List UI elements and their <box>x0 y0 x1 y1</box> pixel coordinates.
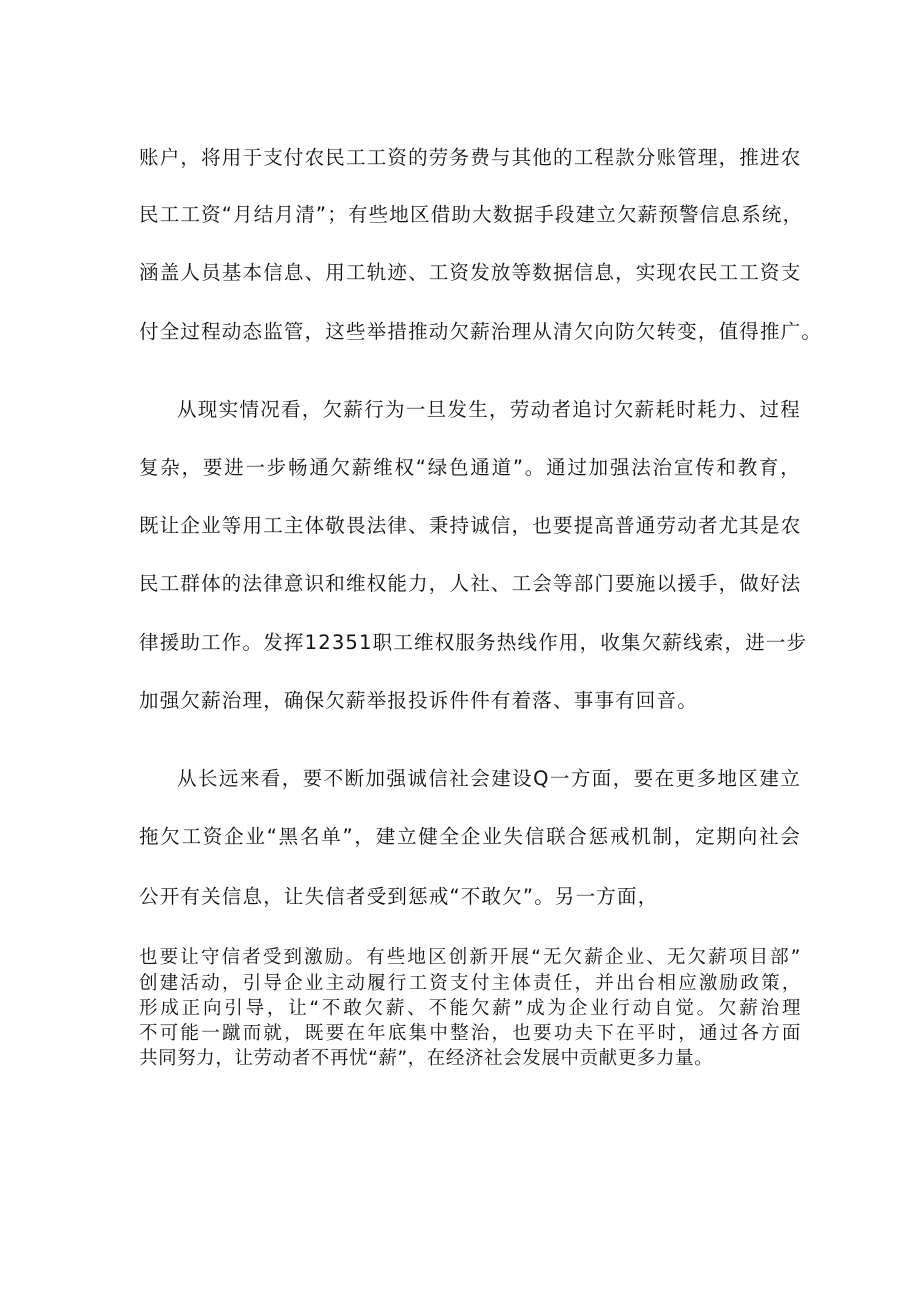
paragraph-4-line-5: 共同努力，让劳动者不再忧“薪”，在经济社会发展中贡献更多力量。 <box>139 1048 714 1069</box>
paragraph-1-line-2: 民工工资“月结月清”；有些地区借助大数据手段建立欠薪预警信息系统， <box>139 203 804 226</box>
paragraph-2-line-3: 既让企业等用工主体敬畏法律、秉持诚信，也要提高普通劳动者尤其是农 <box>139 514 802 537</box>
paragraph-2-line-4: 民工群体的法律意识和维权能力，人社、工会等部门要施以援手，做好法 <box>139 572 802 595</box>
paragraph-4-line-1: 也要让守信者受到激励。有些地区创新开展“无欠薪企业、无欠薪项目部” <box>139 947 801 968</box>
paragraph-2-line-1: 从现实情况看，欠薪行为一旦发生，劳动者追讨欠薪耗时耗力、过程 <box>177 398 801 421</box>
paragraph-1-line-1: 账户，将用于支付农民工工资的劳务费与其他的工程款分账管理，推进农 <box>139 146 802 169</box>
paragraph-3-line-3: 公开有关信息，让失信者受到惩戒“不敢欠”。另一方面， <box>139 885 659 908</box>
paragraph-4-line-2: 创建活动，引导企业主动履行工资支付主体责任，并出台相应激励政策， <box>139 973 801 994</box>
paragraph-2-line-6: 加强欠薪治理，确保欠薪举报投诉件件有着落、事事有回音。 <box>139 689 698 712</box>
paragraph-4-line-4: 不可能一蹴而就，既要在年底集中整治，也要功夫下在平时，通过各方面 <box>139 1023 801 1044</box>
paragraph-2-line-5: 律援助工作。发挥12351职工维权服务热线作用，收集欠薪线索，进一步 <box>139 631 808 654</box>
paragraph-3-line-1: 从长远来看，要不断加强诚信社会建设Q一方面，要在更多地区建立 <box>177 767 801 790</box>
paragraph-2-line-2: 复杂，要进一步畅通欠薪维权“绿色通道”。通过加强法治宣传和教育， <box>139 456 801 479</box>
paragraph-4-line-3: 形成正向引导，让“不敢欠薪、不能欠薪”成为企业行动自觉。欠薪治理 <box>139 998 801 1019</box>
paragraph-1-line-3: 涵盖人员基本信息、用工轨迹、工资发放等数据信息，实现农民工工资支 <box>139 261 802 284</box>
paragraph-3-line-2: 拖欠工资企业“黑名单”，建立健全企业失信联合惩戒机制，定期向社会 <box>139 825 801 848</box>
paragraph-1-line-4: 付全过程动态监管，这些举措推动欠薪治理从清欠向防欠转变，值得推广。 <box>139 320 823 343</box>
